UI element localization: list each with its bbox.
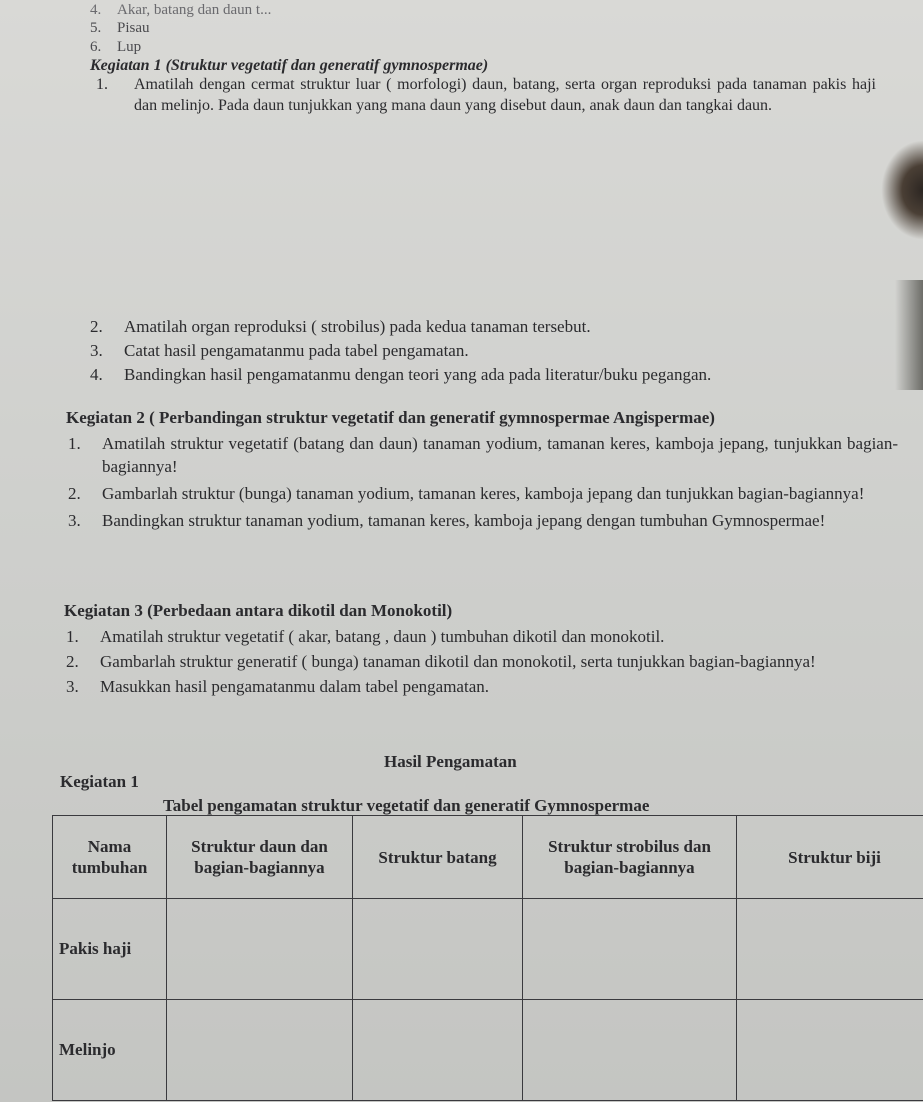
kegiatan2-item-3 xyxy=(68,509,898,532)
kegiatan2-list xyxy=(68,432,898,532)
item-text: Pisau xyxy=(117,20,150,36)
kegiatan1-list xyxy=(90,316,870,386)
item-text: Gambarlah struktur generatif ( bunga) tanaman dikotil dan monokotil, serta tunjukkan bagian-bagiannya! xyxy=(100,652,816,671)
kegiatan2-item-1 xyxy=(68,432,898,478)
top-list-item-4 xyxy=(90,2,271,19)
kegiatan2-item-2 xyxy=(68,482,898,505)
kegiatan1-label: Kegiatan 1 xyxy=(60,772,139,791)
table-cell[interactable] xyxy=(167,899,353,1000)
item-text: Lup xyxy=(117,39,142,55)
kegiatan1-item-1 xyxy=(96,74,876,116)
item-number: 1. xyxy=(66,627,79,646)
row-label-pakis-haji: Pakis haji xyxy=(53,899,167,1000)
item-text: Amatilah struktur vegetatif (batang dan daun) tanaman yodium, tamanan keres, kamboja jepang, tunjukkan bagian-bagiannya! xyxy=(102,434,898,476)
table-header-row xyxy=(53,816,923,899)
kegiatan3-item-1 xyxy=(66,625,906,648)
kegiatan1-item-4 xyxy=(90,364,870,386)
table-cell[interactable] xyxy=(353,899,523,1000)
kegiatan1-item1-list xyxy=(96,74,876,116)
top-list-item-5 xyxy=(90,20,150,37)
hasil-heading: Hasil Pengamatan xyxy=(384,752,517,771)
item-text: Masukkan hasil pengamatanmu dalam tabel pengamatan. xyxy=(100,677,489,696)
col-header-nama-tumbuhan: Nama tumbuhan xyxy=(53,816,167,899)
col-header-struktur-daun: Struktur daun dan bagian-bagiannya xyxy=(167,816,353,899)
table-cell[interactable] xyxy=(737,1000,923,1101)
item-text: Bandingkan struktur tanaman yodium, tamanan keres, kamboja jepang dengan tumbuhan Gymnospermae! xyxy=(102,511,826,530)
item-number: 5. xyxy=(90,20,102,36)
finger-shadow xyxy=(881,140,923,240)
table-row xyxy=(53,1000,923,1101)
item-text: Gambarlah struktur (bunga) tanaman yodium, tamanan keres, kamboja jepang dan tunjukkan bagian-bagiannya! xyxy=(102,484,865,503)
item-text: Amatilah struktur vegetatif ( akar, batang , daun ) tumbuhan dikotil dan monokotil. xyxy=(100,627,665,646)
item-text: Bandingkan hasil pengamatanmu dengan teori yang ada pada literatur/buku pegangan. xyxy=(124,365,712,384)
kegiatan1-item-3 xyxy=(90,340,870,362)
table-row xyxy=(53,899,923,1000)
kegiatan3-item-2 xyxy=(66,650,906,673)
item-text: Catat hasil pengamatanmu pada tabel pengamatan. xyxy=(124,341,469,360)
kegiatan1-title: Kegiatan 1 (Struktur vegetatif dan generatif gymnospermae) xyxy=(90,57,489,74)
item-text: Amatilah organ reproduksi ( strobilus) pada kedua tanaman tersebut. xyxy=(124,317,591,336)
item-number: 1. xyxy=(96,76,108,93)
item-number: 4. xyxy=(90,365,103,384)
item-number: 3. xyxy=(90,341,103,360)
item-number: 2. xyxy=(90,317,103,336)
item-number: 1. xyxy=(68,434,81,453)
kegiatan3-list xyxy=(66,625,906,698)
table-cell[interactable] xyxy=(167,1000,353,1101)
table-cell[interactable] xyxy=(523,1000,737,1101)
row-label-melinjo: Melinjo xyxy=(53,1000,167,1101)
item-text: Amatilah dengan cermat struktur luar ( morfologi) daun, batang, serta organ reproduksi pada tanaman pakis haji dan melinjo. Pada daun tunjukkan yang mana daun yang disebut daun, anak daun dan tangkai daun. xyxy=(134,76,876,114)
page-edge-shadow xyxy=(895,280,923,390)
item-number: 2. xyxy=(66,652,79,671)
col-header-struktur-strobilus: Struktur strobilus dan bagian-bagiannya xyxy=(523,816,737,899)
col-header-struktur-biji: Struktur biji xyxy=(737,816,923,899)
item-number: 3. xyxy=(68,511,81,530)
kegiatan3-item-3 xyxy=(66,675,906,698)
kegiatan1-item-2 xyxy=(90,316,870,338)
item-number: 4. xyxy=(90,2,102,18)
kegiatan3-title: Kegiatan 3 (Perbedaan antara dikotil dan Monokotil) xyxy=(64,601,453,620)
table-cell[interactable] xyxy=(353,1000,523,1101)
col-header-struktur-batang: Struktur batang xyxy=(353,816,523,899)
item-number: 3. xyxy=(66,677,79,696)
item-text: Akar, batang dan daun t... xyxy=(117,2,272,18)
observation-table xyxy=(52,815,923,1101)
top-list-item-6 xyxy=(90,39,141,56)
kegiatan2-title: Kegiatan 2 ( Perbandingan struktur vegetatif dan generatif gymnospermae Angispermae) xyxy=(66,408,715,427)
table-cell[interactable] xyxy=(737,899,923,1000)
table-caption: Tabel pengamatan struktur vegetatif dan generatif Gymnospermae xyxy=(163,796,650,815)
item-number: 2. xyxy=(68,484,81,503)
table-cell[interactable] xyxy=(523,899,737,1000)
item-number: 6. xyxy=(90,39,102,55)
